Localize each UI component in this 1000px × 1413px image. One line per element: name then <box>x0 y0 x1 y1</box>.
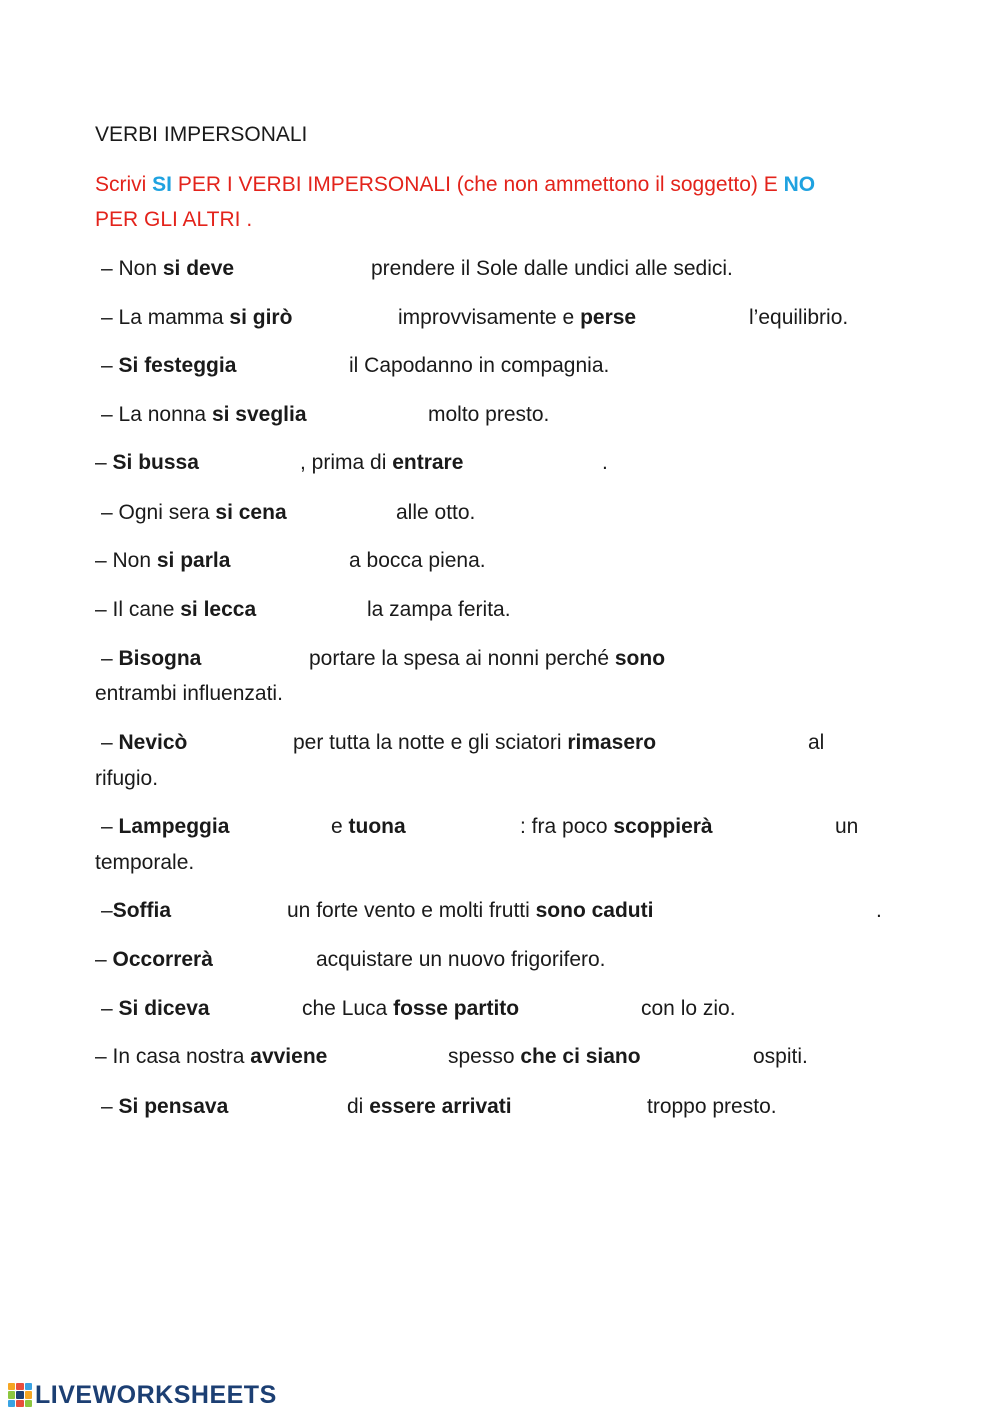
sentence-text: – Non <box>101 257 163 280</box>
sentence-16-mid <box>347 1094 512 1120</box>
sentence-text: l’equilibrio. <box>749 306 849 329</box>
sentence-4 <box>101 402 307 428</box>
sentence-11 <box>101 814 229 840</box>
instruction-text: Scrivi <box>95 173 153 196</box>
sentence-5 <box>95 450 199 476</box>
sentence-text: temporale. <box>95 851 195 874</box>
sentence-text: prendere il Sole dalle undici alle sedici. <box>371 257 733 280</box>
sentence-12 <box>101 898 171 924</box>
sentence-9 <box>101 646 201 672</box>
answer-blank[interactable] <box>232 947 310 973</box>
sentence-text: , prima di <box>300 451 393 474</box>
answer-blank[interactable] <box>686 305 744 331</box>
sentence-text: che Luca <box>302 997 394 1020</box>
sentence-text: a bocca piena. <box>349 549 486 572</box>
answer-blank[interactable] <box>733 730 801 756</box>
answer-blank[interactable] <box>185 898 281 924</box>
sentence-text: per tutta la notte e gli sciatori <box>293 731 568 754</box>
verb: che ci siano <box>520 1045 641 1068</box>
answer-blank[interactable] <box>210 450 295 476</box>
verb: Si festeggia <box>118 354 237 377</box>
sentence-text: – <box>101 647 119 670</box>
instruction-text: PER I VERBI IMPERSONALI (che non ammettono il soggetto) E <box>172 173 784 196</box>
sentence-text: – <box>101 354 119 377</box>
sentence-text: – <box>95 948 113 971</box>
sentence-text: troppo presto. <box>647 1095 777 1118</box>
sentence-text: – <box>101 899 113 922</box>
sentence-5-mid <box>300 450 463 476</box>
sentence-13 <box>95 947 213 973</box>
verb: Si bussa <box>112 451 199 474</box>
page-title: VERBI IMPERSONALI <box>95 123 308 146</box>
answer-blank[interactable] <box>732 898 870 924</box>
sentence-text: con lo zio. <box>641 997 736 1020</box>
sentence-14 <box>101 996 210 1022</box>
sentence-9-mid <box>309 646 665 672</box>
sentence-text: rifugio. <box>95 767 159 790</box>
answer-blank[interactable] <box>364 1044 442 1070</box>
sentence-text: alle otto. <box>396 501 476 524</box>
answer-blank[interactable] <box>214 646 302 672</box>
answer-blank[interactable] <box>205 730 287 756</box>
verb: fosse partito <box>393 997 520 1020</box>
sentence-text: – Il cane <box>95 598 181 621</box>
logo-icon <box>8 1383 32 1407</box>
sentence-text: e <box>331 815 349 838</box>
sentence-text: – <box>95 451 113 474</box>
sentence-text: improvvisamente e <box>398 306 581 329</box>
sentence-11-mid2 <box>520 814 713 840</box>
sentence-text: – <box>101 1095 119 1118</box>
sentence-text: spesso <box>448 1045 521 1068</box>
verb: Si pensava <box>118 1095 229 1118</box>
sentence-text: ospiti. <box>753 1045 808 1068</box>
verb: si sveglia <box>211 403 307 426</box>
verb: essere arrivati <box>369 1095 512 1118</box>
sentence-text: portare la spesa ai nonni perché <box>309 647 615 670</box>
answer-blank[interactable] <box>730 646 870 672</box>
answer-blank[interactable] <box>255 353 343 379</box>
sentence-14-mid <box>302 996 519 1022</box>
verb: Soffia <box>112 899 172 922</box>
sentence-text: un <box>835 815 859 838</box>
answer-blank[interactable] <box>260 256 360 282</box>
sentence-2 <box>101 305 292 331</box>
instruction-line-2: PER GLI ALTRI . <box>95 208 253 231</box>
verb: si parla <box>156 549 231 572</box>
answer-blank[interactable] <box>245 1094 340 1120</box>
instruction-no: NO <box>783 173 816 196</box>
verb: Bisogna <box>118 647 202 670</box>
verb: entrare <box>392 451 464 474</box>
sentence-text: entrambi influenzati. <box>95 682 283 705</box>
sentence-text: – <box>101 731 119 754</box>
sentence-2-mid <box>398 305 636 331</box>
sentence-text: – Non <box>95 549 157 572</box>
sentence-text: – <box>101 997 119 1020</box>
verb: sono caduti <box>535 899 654 922</box>
sentence-10-mid <box>293 730 656 756</box>
sentence-text: : fra poco <box>520 815 614 838</box>
sentence-16 <box>101 1094 228 1120</box>
answer-blank[interactable] <box>744 814 828 840</box>
sentence-text: . <box>602 451 608 474</box>
verb: si lecca <box>180 598 257 621</box>
answer-blank[interactable] <box>255 548 343 574</box>
sentence-text: – <box>101 815 119 838</box>
liveworksheets-logo[interactable] <box>8 1381 277 1409</box>
sentence-text: . <box>876 899 882 922</box>
sentence-text: – La mamma <box>101 306 230 329</box>
answer-blank[interactable] <box>664 1044 746 1070</box>
answer-blank[interactable] <box>246 814 324 840</box>
sentence-text: al <box>808 731 825 754</box>
sentence-text: molto presto. <box>428 403 550 426</box>
sentence-text: di <box>347 1095 370 1118</box>
sentence-15 <box>95 1044 327 1070</box>
instruction-si: SI <box>152 173 173 196</box>
sentence-7 <box>95 548 230 574</box>
sentence-text: acquistare un nuovo frigorifero. <box>316 948 606 971</box>
answer-blank[interactable] <box>540 1094 640 1120</box>
sentence-12-mid <box>287 898 653 924</box>
verb: si deve <box>162 257 235 280</box>
answer-blank[interactable] <box>313 500 389 526</box>
sentence-text: – Ogni sera <box>101 501 216 524</box>
answer-blank[interactable] <box>334 402 422 428</box>
sentence-text: il Capodanno in compagnia. <box>349 354 610 377</box>
sentence-3 <box>101 353 236 379</box>
sentence-6 <box>101 500 287 526</box>
answer-blank[interactable] <box>424 814 514 840</box>
verb: Occorrerà <box>112 948 213 971</box>
sentence-8 <box>95 597 256 623</box>
answer-blank[interactable] <box>500 450 598 476</box>
verb: Nevicò <box>118 731 188 754</box>
verb: scoppierà <box>613 815 713 838</box>
answer-blank[interactable] <box>224 996 296 1022</box>
verb: sono <box>614 647 666 670</box>
sentence-text: la zampa ferita. <box>367 598 511 621</box>
answer-blank[interactable] <box>278 597 361 623</box>
verb: perse <box>580 306 637 329</box>
sentence-11-mid1 <box>331 814 406 840</box>
verb: si cena <box>215 501 287 524</box>
sentence-text: – La nonna <box>101 403 212 426</box>
sentence-1 <box>101 256 234 282</box>
sentence-10 <box>101 730 187 756</box>
logo-text: LIVEWORKSHEETS <box>35 1380 277 1409</box>
instruction-line-1 <box>95 172 815 198</box>
verb: Lampeggia <box>118 815 230 838</box>
sentence-15-mid <box>448 1044 641 1070</box>
sentence-text: un forte vento e molti frutti <box>287 899 536 922</box>
verb: rimasero <box>567 731 657 754</box>
verb: tuona <box>348 815 406 838</box>
verb: si girò <box>229 306 293 329</box>
answer-blank[interactable] <box>322 305 392 331</box>
sentence-text: – In casa nostra <box>95 1045 251 1068</box>
verb: avviene <box>250 1045 328 1068</box>
answer-blank[interactable] <box>551 996 635 1022</box>
verb: Si diceva <box>118 997 210 1020</box>
